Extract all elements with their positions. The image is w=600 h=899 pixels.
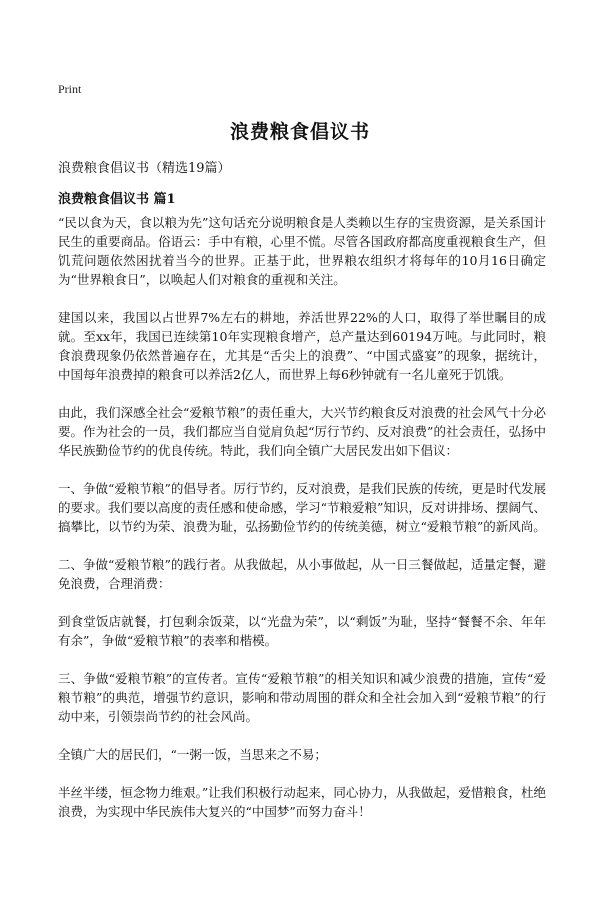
paragraph-8: 全镇广大的居民们，“一粥一饭，当思来之不易；: [58, 747, 327, 762]
paragraph-5: 二、争做“爱粮节粮”的践行者。从我做起，从小事做起，从一日三餐做起，适量定餐，避免浪费，合理消费：: [58, 557, 546, 591]
document-subtitle: 浪费粮食倡议书（精选19篇）: [58, 161, 231, 176]
document-body: [58, 213, 546, 840]
print-link[interactable]: Print: [58, 82, 82, 96]
paragraph-7: 三、争做“爱粮节粮”的宣传者。宣传“爱粮节粮”的相关知识和减少浪费的措施，宣传“爱粮节粮”的典范，增强节约意识，影响和带动周围的群众和全社会加入到“爱粮节粮”的行动中来，引领崇尚节约的社会风尚。: [58, 671, 546, 724]
paragraph-2: 建国以来，我国以占世界7%左右的耕地，养活世界22%的人口，取得了举世瞩目的成就。至xx年，我国已连续第10年实现粮食增产，总产量达到60194万吨。与此同时，粮食浪费现象仍依然普遍存在，尤其是“舌尖上的浪费”、“中国式盛宴”的现象，据统计，中国每年浪费掉的粮食可以养活2亿人，而世界上每6秒钟就有一名儿童死于饥饿。: [58, 310, 546, 382]
section-heading: 浪费粮食倡议书 篇1: [58, 192, 176, 207]
paragraph-4: 一、争做“爱粮节粮”的倡导者。厉行节约，反对浪费，是我们民族的传统，更是时代发展的要求。我们要以高度的责任感和使命感，学习“节粮爱粮”知识，反对讲排场、摆阔气、搞攀比，以节约为荣、浪费为耻，弘扬勤俭节约的传统美德，树立“爱粮节粮”的新风尚。: [58, 481, 546, 534]
paragraph-1: “民以食为天，食以粮为先”这句话充分说明粮食是人类赖以生存的宝贵资源，是关系国计民生的重要商品。俗语云：手中有粮，心里不慌。尽管各国政府都高度重视粮食生产，但饥荒问题依然困扰着当今的世界。正基于此，世界粮农组织才将每年的10月16日确定为“世界粮食日”，以唤起人们对粮食的重视和关注。: [58, 215, 546, 287]
paragraph-6: 到食堂饭店就餐，打包剩余饭菜，以“光盘为荣”，以“剩饭”为耻，坚持“餐餐不余、年年有余”，争做“爱粮节粮”的表率和楷模。: [58, 614, 546, 648]
document-title: 浪费粮食倡议书: [229, 121, 370, 143]
paragraph-9: 半丝半缕，恒念物力维艰。”让我们积极行动起来，同心协力，从我做起，爱惜粮食，杜绝浪费，为实现中华民族伟大复兴的“中国梦”而努力奋斗！: [58, 785, 546, 819]
paragraph-3: 由此，我们深感全社会“爱粮节粮”的责任重大，大兴节约粮食反对浪费的社会风气十分必要。作为社会的一员，我们都应当自觉肩负起“厉行节约、反对浪费”的社会责任，弘扬中华民族勤俭节约的优良传统。特此，我们向全镇广大居民发出如下倡议：: [58, 405, 546, 458]
